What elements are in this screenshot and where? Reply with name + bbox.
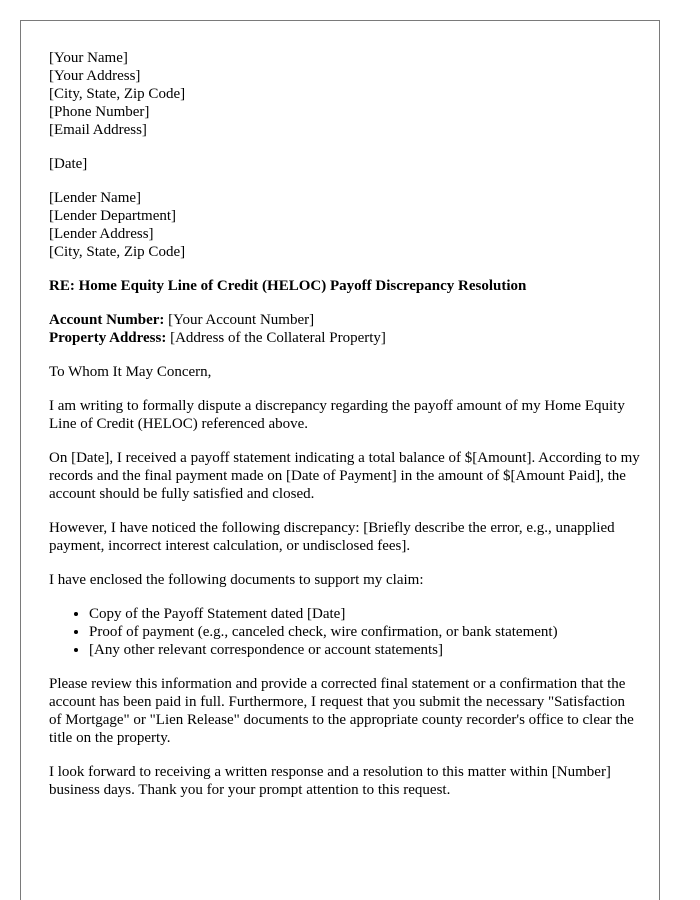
property-address-label: Property Address: — [49, 330, 167, 346]
account-block — [49, 311, 641, 347]
sender-name: [Your Name] — [49, 50, 128, 66]
sender-email: [Email Address] — [49, 122, 147, 138]
recipient-address: [Lender Address] — [49, 226, 154, 242]
list-item: • Copy of the Payoff Statement dated [Date] — [89, 605, 641, 623]
account-number-row — [49, 311, 641, 329]
subject-line: RE: Home Equity Line of Credit (HELOC) Payoff Discrepancy Resolution — [49, 278, 527, 294]
recipient-department: [Lender Department] — [49, 208, 177, 224]
recipient-block — [49, 189, 641, 261]
enclosed-documents-list — [49, 605, 641, 659]
sender-address: [Your Address] — [49, 68, 141, 84]
list-item: • [Any other relevant correspondence or account statements] — [89, 641, 641, 659]
property-address-row — [49, 329, 641, 347]
paragraph-closing: I look forward to receiving a written response and a resolution to this matter within [Number] business days. Thank you for your prompt attention to this request. — [49, 764, 611, 798]
account-number-value: [Your Account Number] — [168, 312, 315, 328]
letter-date: [Date] — [49, 156, 88, 172]
list-item: • Proof of payment (e.g., canceled check, wire confirmation, or bank statement) — [89, 623, 641, 641]
salutation: To Whom It May Concern, — [49, 364, 212, 380]
paragraph-dispute-intro: I am writing to formally dispute a discrepancy regarding the payoff amount of my Home Equity Line of Credit (HELOC) referenced above. — [49, 398, 625, 432]
letter-page — [20, 20, 660, 900]
sender-phone: [Phone Number] — [49, 104, 150, 120]
paragraph-enclosures-intro: I have enclosed the following documents to support my claim: — [49, 572, 424, 588]
recipient-city-state-zip: [City, State, Zip Code] — [49, 244, 186, 260]
paragraph-discrepancy: However, I have noticed the following discrepancy: [Briefly describe the error, e.g., unapplied payment, incorrect interest calculation, or undisclosed fees]. — [49, 520, 615, 554]
date-block — [49, 155, 641, 173]
letter-body — [49, 49, 641, 799]
paragraph-payoff-details: On [Date], I received a payoff statement indicating a total balance of $[Amount]. According to my records and the final payment made on [Date of Payment] in the amount of $[Amount Paid], the account should be fully satisfied and closed. — [49, 450, 640, 502]
recipient-name: [Lender Name] — [49, 190, 142, 206]
property-address-value: [Address of the Collateral Property] — [170, 330, 386, 346]
paragraph-request: Please review this information and provide a corrected final statement or a confirmation that the account has been paid in full. Furthermore, I request that you submit the necessary "Satisfaction of Mortgage" or "Lien Release" documents to the appropriate county recorder's office to clear the title on the property. — [49, 676, 634, 746]
sender-city-state-zip: [City, State, Zip Code] — [49, 86, 186, 102]
sender-block — [49, 49, 641, 139]
account-number-label: Account Number: — [49, 312, 165, 328]
